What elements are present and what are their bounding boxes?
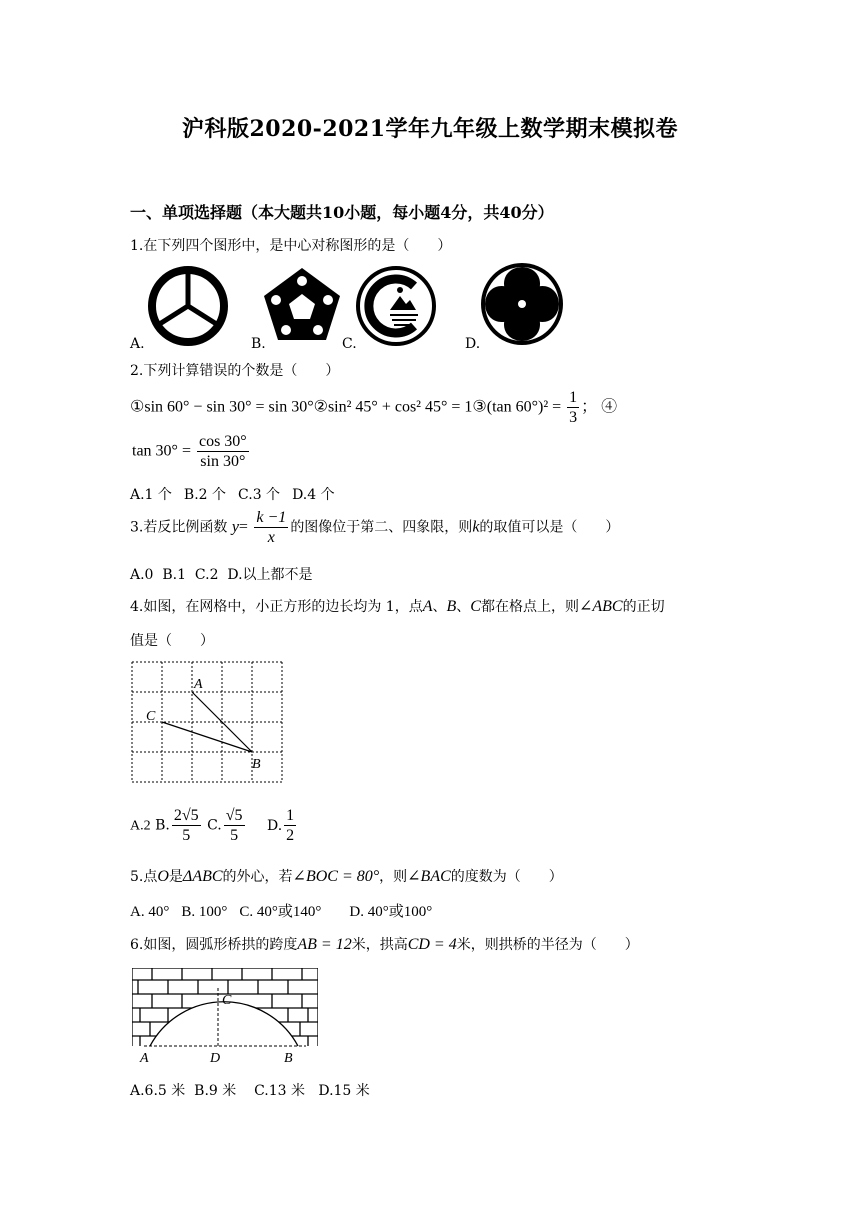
question-4-line-2: 值是（ ） <box>130 633 214 649</box>
point-a-label: A <box>194 677 203 692</box>
separator: ； <box>581 398 598 416</box>
figure-d-icon <box>481 263 563 345</box>
grid-figure <box>130 660 286 786</box>
question-1-figures <box>130 262 590 350</box>
question-5-options: A. 40° B. 100° C. 40°或140° D. 40°或100° <box>130 904 433 920</box>
question-1-option-d: D. <box>465 336 481 352</box>
point-c-label: C <box>222 993 232 1008</box>
question-6-options: A.6.5 米 B.9 米 C.13 米 D.15 米 <box>130 1083 370 1099</box>
question-4-options: A.2 B. $\frac{2√5}{5}$ C. $\frac{√5}{5}$ D. $\frac{1}{2}$ <box>130 807 295 845</box>
circled-2: ② <box>313 398 328 416</box>
question-3-stem: 3.若反比例函数 y= $\frac{k -1}{x}$ 的图像位于第二、四象限，则k的取值可以是（ ） <box>130 509 620 547</box>
point-d-label: D <box>210 1051 221 1066</box>
figure-c-icon <box>358 268 434 344</box>
question-1-option-c: C. <box>342 336 357 352</box>
question-1-option-b: B. <box>251 336 266 352</box>
question-1-stem: 1.在下列四个图形中，是中心对称图形的是（ ） <box>130 238 452 254</box>
question-2-stem: 2.下列计算错误的个数是（ ） <box>130 363 340 379</box>
circled-1: ① <box>130 398 145 416</box>
figure-b-icon <box>264 268 340 340</box>
question-5-stem: 5.点O是ΔABC的外心，若∠BOC = 80°，则∠BAC的度数为（ ） <box>130 868 563 885</box>
question-4-line-1: 4.如图，在网格中，小正方形的边长均为 1，点A、B、C都在格点上，则∠ABC的正切 <box>130 598 665 615</box>
point-b-label: B <box>284 1051 293 1066</box>
point-b-label: B <box>252 757 261 772</box>
fraction-k-minus-1-over-x: $\frac{k -1}{x}$ <box>256 509 287 547</box>
question-1-option-a: A. <box>130 336 145 352</box>
question-3-options: A.0 B.1 C.2 D.以上都不是 <box>130 567 313 583</box>
bridge-figure <box>130 966 322 1066</box>
expression-2: sin² 45° + cos² 45° = 1 <box>327 398 473 416</box>
circled-3: ③ <box>472 398 487 416</box>
question-2-options: A.1 个 B.2 个 C.3 个 D.4 个 <box>130 487 335 503</box>
section-heading: 一、单项选择题（本大题共10小题，每小题4分，共40分） <box>130 203 554 222</box>
fraction-cos-sin: $\frac{\cos 30^\circ}{\sin 30^\circ}$ <box>198 433 247 471</box>
question-6-stem: 6.如图，圆弧形桥拱的跨度AB = 12米，拱高CD = 4米，则拱桥的半径为（ ） <box>130 936 639 953</box>
expression-1: sin 60° − sin 30° = sin 30° <box>144 398 314 416</box>
point-a-label: A <box>140 1051 149 1066</box>
fraction-one-third: $\frac{1}{3}$ <box>569 389 578 427</box>
point-c-label: C <box>146 709 156 724</box>
page-title: 沪科版2020-2021学年九年级上数学期末模拟卷 <box>181 116 679 142</box>
circled-4: ④ <box>601 398 618 416</box>
expression-3: (tan 60°)² = <box>486 398 562 416</box>
expression-4: tan 30° = $\frac{\cos 30^\circ}{\sin 30^\circ}$ <box>132 433 247 471</box>
segment-cb <box>162 722 252 752</box>
question-2-expressions <box>130 388 617 427</box>
figure-a-icon <box>152 270 224 342</box>
